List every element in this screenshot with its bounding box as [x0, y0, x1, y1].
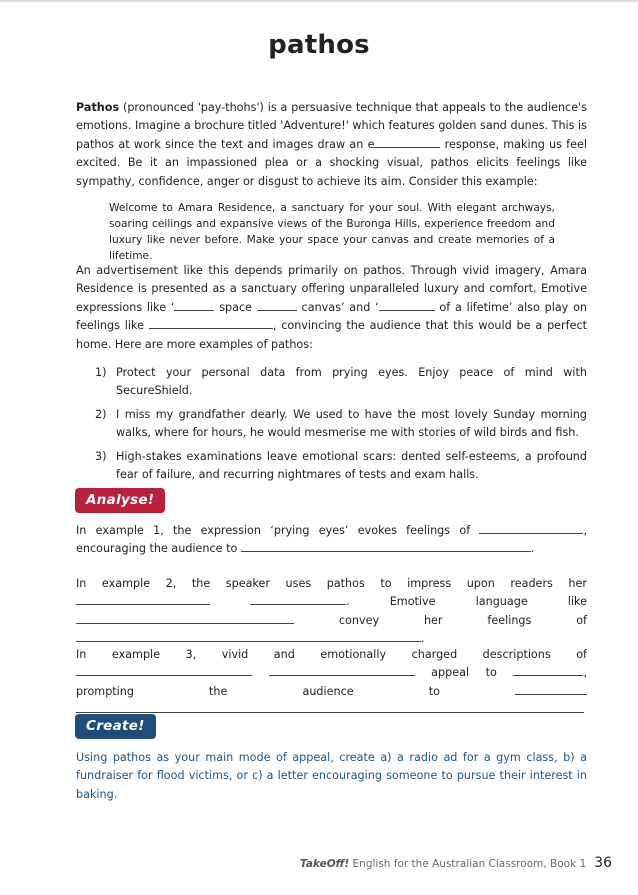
blank-2[interactable] [257, 300, 297, 311]
answer-blank[interactable] [76, 702, 584, 713]
item-number: 1) [95, 366, 107, 379]
answer-blank[interactable] [76, 594, 210, 605]
question-text: , encouraging the audience to [76, 524, 587, 556]
create-badge: Create! [75, 714, 156, 739]
answer-blank[interactable] [269, 665, 415, 676]
top-border [0, 0, 638, 2]
question-text: In example 3, vivid and emotionally charged descriptions of [76, 648, 587, 661]
analysis-text: An advertisement like this depends primarily on pathos. Through vivid imagery, Amara Residence is presented as a sanctuary offering unparalleled luxury and comfort. Emotive expressions like ‘ [76, 264, 587, 314]
blank-emotional[interactable] [374, 137, 440, 148]
page-title: pathos [268, 30, 370, 60]
answer-blank[interactable] [479, 523, 583, 534]
analysis-text: of a lifetime’ also play on feelings like [76, 300, 588, 333]
page-footer [300, 855, 612, 871]
intro-text: (pronounced 'pay-thohs') is a persuasive technique that appeals to the audience's emotions. Imagine a brochure titled 'Adventure!' which features golden sand dunes. This is pathos at work since the text and images draw an e [76, 101, 587, 151]
answer-blank[interactable] [76, 665, 252, 676]
question-text: In example 2, the speaker uses pathos to impress upon readers her [76, 577, 587, 590]
intro-term: Pathos [76, 101, 120, 114]
blank-1[interactable] [174, 300, 214, 311]
example-item [95, 406, 587, 443]
page-number: 36 [594, 855, 612, 871]
intro-text-cont: response, making us feel excited. Be it an impassioned plea or a shocking visual, pathos elicits feelings like sympathy, confidence, anger or disgust to achieve its aim. Consider this example: [76, 137, 587, 188]
answer-blank[interactable] [515, 684, 587, 695]
book-brand: TakeOff! [299, 858, 350, 870]
analysis-text: , convincing the audience that this would be a perfect home. Here are more examples of pathos: [76, 319, 588, 351]
example-item [95, 448, 587, 485]
item-text: High-stakes examinations leave emotional scars: dented self-esteems, a profound fear of failure, and recurring nightmares of tests and exam halls. [116, 449, 587, 482]
answer-blank[interactable] [250, 594, 346, 605]
question-text: appeal to [414, 666, 514, 680]
question-text: . [530, 542, 535, 556]
question-text: convey her feelings of [294, 613, 587, 627]
blank-3[interactable] [379, 300, 435, 311]
answer-blank[interactable] [241, 541, 531, 552]
answer-blank[interactable] [76, 631, 421, 642]
analysis-text: space [214, 300, 257, 314]
question-text: , prompting the audience to [76, 666, 587, 698]
intro-paragraph [76, 99, 587, 191]
create-instructions: Using pathos as your main mode of appeal, create a) a radio ad for a gym class, b) a fundraiser for flood victims, or c) a letter encouraging someone to pursue their interest in baking. [76, 751, 587, 801]
analyse-badge: Analyse! [75, 488, 165, 513]
analyse-question-1 [76, 522, 587, 559]
item-text: Protect your personal data from prying eyes. Enjoy peace of mind with SecureShield. [116, 366, 587, 398]
book-title: English for the Australian Classroom, Book 1 [349, 858, 587, 870]
example-item [95, 364, 587, 401]
answer-blank[interactable] [513, 665, 583, 676]
examples-list [95, 364, 587, 484]
item-number: 2) [95, 407, 107, 421]
question-text: . Emotive language like [346, 595, 587, 609]
item-text: I miss my grandfather dearly. We used to have the most lovely Sunday morning walks, where for hours, he would mesmerise me with stories of wild birds and fish. [116, 407, 587, 440]
blank-4[interactable] [149, 318, 273, 329]
answer-blank[interactable] [76, 613, 294, 624]
analyse-question-2 [76, 575, 587, 649]
analysis-paragraph [76, 262, 587, 354]
example-quote: Welcome to Amara Residence, a sanctuary for your soul. With elegant archways, soaring ceilings and expansive views of the Buronga Hills, experience freedom and luxury like never before. Make your space your canvas and create memories of a lifetime. [109, 202, 555, 262]
analysis-text: canvas’ and ‘ [296, 300, 379, 314]
question-text: In example 1, the expression ‘prying eyes’ evokes feelings of [76, 524, 480, 537]
item-number: 3) [95, 449, 107, 463]
question-text: . [421, 632, 425, 646]
